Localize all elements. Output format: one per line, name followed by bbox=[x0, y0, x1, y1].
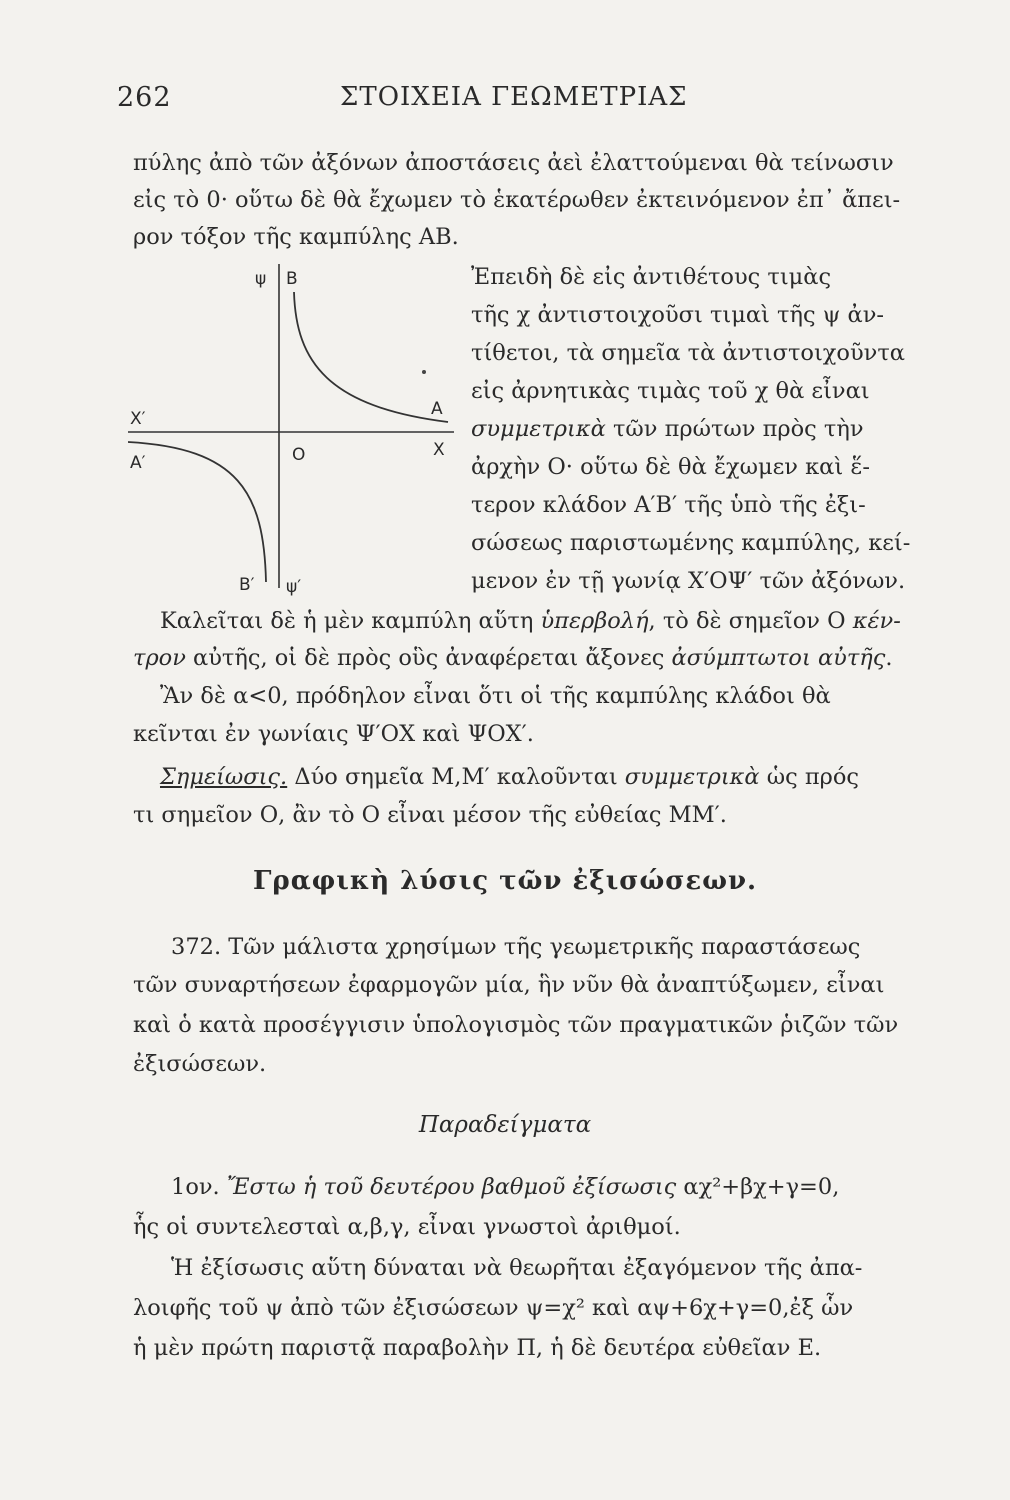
remark-line-1 bbox=[160, 762, 859, 792]
remark-text-1-end: ὡς πρός bbox=[759, 764, 860, 790]
label-psi-prime: ψ′ bbox=[286, 577, 302, 597]
example-1-line-3: Ἡ ἐξίσωσις αὕτη δύναται νὰ θεωρῆται ἐξαγόμενον τῆς ἀπα- bbox=[171, 1255, 863, 1281]
side-line-1: Ἐπειδὴ δὲ εἰς ἀντιθέτους τιμὰς bbox=[471, 264, 832, 290]
intro-line-2: εἰς τὸ 0· οὕτω δὲ θὰ ἔχωμεν τὸ ἑκατέρωθεν ἐκτεινόμενον ἐπ᾽ ἄπει- bbox=[133, 187, 901, 213]
example-1-formula: αχ²+βχ+γ=0, bbox=[676, 1174, 840, 1200]
label-b: B bbox=[286, 269, 298, 289]
label-x-prime: X′ bbox=[130, 409, 146, 429]
definition-line-3: Ἂν δὲ α<0, πρόδηλον εἶναι ὅτι οἱ τῆς καμπύλης κλάδοι θὰ bbox=[160, 683, 831, 709]
intro-line-3: ρον τόξον τῆς καμπύλης ΑΒ. bbox=[133, 224, 459, 250]
side-line-5 bbox=[471, 414, 864, 444]
running-head: ΣΤΟΙΧΕΙΑ ΓΕΩΜΕΤΡΙΑΣ bbox=[340, 82, 688, 112]
definition-line-2 bbox=[133, 643, 893, 673]
hyperbola-figure bbox=[128, 262, 458, 606]
label-a-prime: A′ bbox=[130, 453, 146, 473]
hyperbola-diagram bbox=[128, 262, 458, 602]
section-line-1: 372. Τῶν μάλιστα χρησίμων τῆς γεωμετρικῆς παραστάσεως bbox=[171, 934, 861, 960]
example-1-number: 1ον. bbox=[171, 1174, 220, 1200]
example-1-line-1 bbox=[171, 1172, 839, 1202]
term-center-part2: τρον bbox=[133, 645, 186, 671]
remark-label: Σημείωσις. bbox=[160, 764, 288, 790]
label-b-prime: B′ bbox=[239, 575, 255, 595]
term-hyperbola: ὑπερβολή bbox=[540, 608, 649, 634]
side-line-4: εἰς ἀρνητικὰς τιμὰς τοῦ χ θὰ εἶναι bbox=[471, 378, 870, 404]
hyperbola-branch-ab bbox=[294, 292, 448, 422]
label-psi: ψ bbox=[255, 269, 267, 289]
dot-mark bbox=[422, 370, 426, 374]
side-line-8: σώσεως παριστωμένης καμπύλης, κεί- bbox=[471, 530, 911, 556]
definition-text-2: αὐτῆς, οἱ δὲ πρὸς οὓς ἀναφέρεται ἄξονες bbox=[185, 645, 672, 671]
section-line-4: ἐξισώσεων. bbox=[133, 1051, 267, 1077]
term-asymptotes: ἀσύμπτωτοι αὐτῆς bbox=[671, 645, 886, 671]
example-1-line-2: ἧς οἱ συντελεσταὶ α,β,γ, εἶναι γνωστοὶ ἀριθμοί. bbox=[133, 1214, 681, 1240]
label-origin: O bbox=[292, 445, 306, 465]
example-1-line-4: λοιφῆς τοῦ ψ ἀπὸ τῶν ἐξισώσεων ψ=χ² καὶ αψ+6χ+γ=0,ἐξ ὧν bbox=[133, 1295, 854, 1321]
label-a: A bbox=[431, 399, 443, 419]
definition-text-2-end: . bbox=[885, 645, 893, 671]
section-line-3: καὶ ὁ κατὰ προσέγγισιν ὑπολογισμὸς τῶν πραγματικῶν ῥιζῶν τῶν bbox=[133, 1012, 899, 1038]
remark-line-2: τι σημεῖον Ο, ἂν τὸ Ο εἶναι μέσον τῆς εὐθείας ΜΜ′. bbox=[133, 802, 727, 828]
example-1-statement: Ἔστω ἡ τοῦ δευτέρου βαθμοῦ ἐξίσωσις bbox=[219, 1174, 677, 1200]
hyperbola-branch-a-prime-b-prime bbox=[128, 442, 266, 582]
definition-text-1a: Καλεῖται δὲ ἡ μὲν καμπύλη αὕτη bbox=[160, 608, 541, 634]
remark-term-symmetric: συμμετρικὰ bbox=[624, 764, 760, 790]
examples-heading: Παραδείγματα bbox=[418, 1112, 592, 1138]
section-line-2: τῶν συναρτήσεων ἐφαρμογῶν μία, ἣν νῦν θὰ ἀναπτύξωμεν, εἶναι bbox=[133, 972, 885, 998]
side-line-5-text: τῶν πρώτων πρὸς τὴν bbox=[612, 416, 864, 442]
emph-symmetric: συμμετρικὰ bbox=[471, 416, 606, 442]
side-line-3: τίθετοι, τὰ σημεῖα τὰ ἀντιστοιχοῦντα bbox=[471, 340, 905, 366]
section-heading: Γραφικὴ λύσις τῶν ἐξισώσεων. bbox=[252, 866, 758, 896]
side-line-9: μενον ἐν τῇ γωνίᾳ Χ′ΟΨ′ τῶν ἀξόνων. bbox=[471, 568, 906, 594]
page-number: 262 bbox=[117, 82, 172, 113]
term-center-part1: κέν- bbox=[852, 608, 901, 634]
remark-text-1: Δύο σημεῖα Μ,Μ′ καλοῦνται bbox=[287, 764, 625, 790]
side-line-2: τῆς χ ἀντιστοιχοῦσι τιμαὶ τῆς ψ ἀν- bbox=[471, 302, 884, 328]
intro-line-1: πύλης ἀπὸ τῶν ἀξόνων ἀποστάσεις ἀεὶ ἐλαττούμεναι θὰ τείνωσιν bbox=[133, 150, 894, 176]
side-line-7: τερον κλάδον Α′Β′ τῆς ὑπὸ τῆς ἐξι- bbox=[471, 492, 866, 518]
label-x: X bbox=[433, 440, 445, 460]
definition-line-4: κεῖνται ἐν γωνίαις Ψ′ΟΧ καὶ ΨΟΧ′. bbox=[133, 721, 534, 747]
definition-text-1b: , τὸ δὲ σημεῖον Ο bbox=[648, 608, 853, 634]
example-1-line-5: ἡ μὲν πρώτη παριστᾷ παραβολὴν Π, ἡ δὲ δευτέρα εὐθεῖαν Ε. bbox=[133, 1335, 822, 1361]
definition-line-1 bbox=[160, 606, 901, 636]
side-line-6: ἀρχὴν Ο· οὕτω δὲ θὰ ἔχωμεν καὶ ἕ- bbox=[471, 454, 871, 480]
